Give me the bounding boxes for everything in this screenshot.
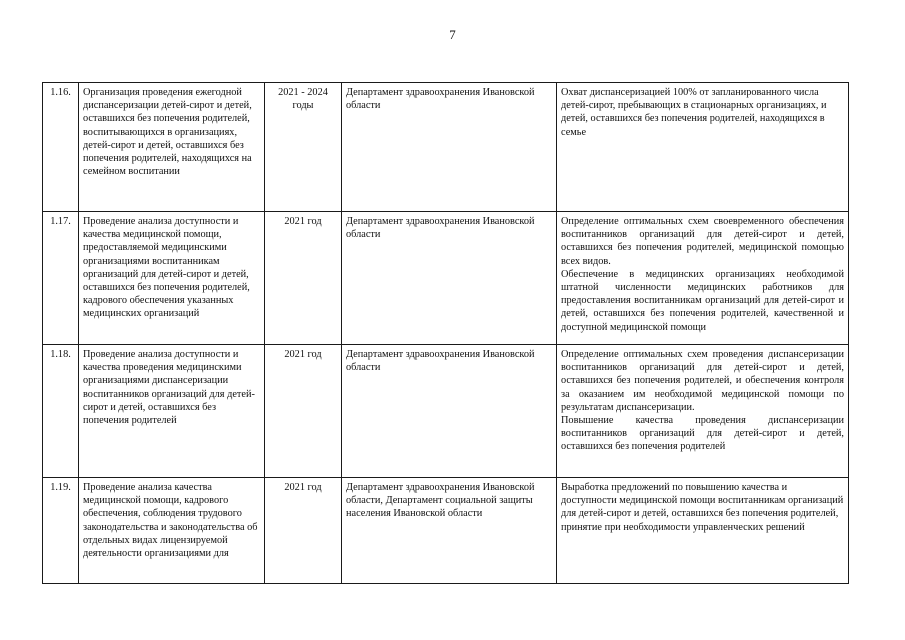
item-number: 1.16. [43, 83, 79, 212]
table-row [43, 83, 849, 212]
plan-table [42, 82, 849, 584]
result-paragraph: Обеспечение в медицинских организациях необходимой штатной численности медицинских работников для предоставления воспитанникам организаций для детей-сирот и детей, оставшихся без попечения родителей, качественной и доступной медицинской помощи [561, 268, 844, 333]
table-row [43, 478, 849, 584]
responsible-executor: Департамент здравоохранения Ивановской области [342, 212, 557, 345]
result-paragraph: Охват диспансеризацией 100% от запланированного числа детей-сирот, пребывающих в стационарных организациях, и детей, оставшихся без попечения родителей, находящихся в семье [561, 87, 827, 138]
result-paragraph: Определение оптимальных схем проведения диспансеризации воспитанников организаций для детей-сирот и детей, оставшихся без попечения родителей, и обеспечения контроля за оказанием им необходимой медицинской помощи по результатам диспансеризации. [561, 349, 844, 413]
result-paragraph: Определение оптимальных схем своевременного обеспечения воспитанников организаций для детей-сирот и детей, оставшихся без попечения родителей, медицинской помощью всех видов. [561, 216, 844, 267]
item-number: 1.19. [43, 478, 79, 584]
implementation-period: 2021 год [265, 212, 342, 345]
table-row [43, 212, 849, 345]
event-description: Организация проведения ежегодной диспансеризации детей-сирот и детей, оставшихся без попечения родителей, воспитывающихся в организациях, детей-сирот и детей, оставшихся без попечения родителей, находящихся на семейном воспитании [79, 83, 265, 212]
expected-result [557, 478, 849, 584]
responsible-executor: Департамент здравоохранения Ивановской области [342, 345, 557, 478]
table-row [43, 345, 849, 478]
result-paragraph: Выработка предложений по повышению качества и доступности медицинской помощи воспитанникам организаций для детей-сирот и детей, оставшихся без попечения родителей, принятие при необходимости управленческих решений [561, 482, 844, 533]
responsible-executor: Департамент здравоохранения Ивановской области [342, 83, 557, 212]
event-description: Проведение анализа доступности и качества проведения медицинскими организациями диспансеризации воспитанников организаций для детей-сирот и детей, оставшихся без попечения родителей [79, 345, 265, 478]
item-number: 1.18. [43, 345, 79, 478]
page-number: 7 [449, 27, 456, 42]
implementation-period: 2021 год [265, 478, 342, 584]
expected-result [557, 345, 849, 478]
responsible-executor: Департамент здравоохранения Ивановской области, Департамент социальной защиты населения Ивановской области [342, 478, 557, 584]
event-description: Проведение анализа качества медицинской помощи, кадрового обеспечения, соблюдения трудового законодательства и законодательства об отдельных видах лицензируемой деятельности организациями для [79, 478, 265, 584]
expected-result [557, 83, 849, 212]
result-paragraph: Повышение качества проведения диспансеризации воспитанников организаций для детей-сирот и детей, оставшихся без попечения родителей [561, 415, 844, 453]
implementation-period: 2021 - 2024 годы [265, 83, 342, 212]
item-number: 1.17. [43, 212, 79, 345]
implementation-period: 2021 год [265, 345, 342, 478]
expected-result [557, 212, 849, 345]
event-description: Проведение анализа доступности и качества медицинской помощи, предоставляемой медицинскими организациями воспитанникам организаций для детей-сирот и детей, оставшихся без попечения родителей, кадрового обеспечения указанных медицинских организаций [79, 212, 265, 345]
